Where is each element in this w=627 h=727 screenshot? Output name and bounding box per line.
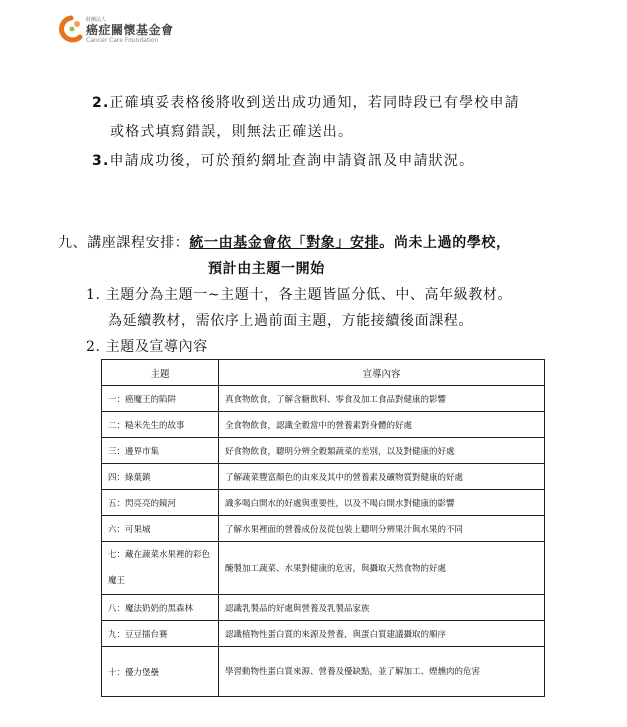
- org-small-label: 財團法人: [86, 17, 107, 23]
- org-name: 癌症關懷基金會: [86, 23, 174, 37]
- sub-1-line-2: 為延續教材，需依序上過前面主題，方能接續後面課程。: [108, 313, 473, 329]
- table-header-row: [102, 360, 545, 386]
- content-cell: 認識乳製品的好處與營養及乳製品家族: [219, 595, 545, 621]
- content-cell: 好食物飲食，聰明分辨全穀類蔬菜的差別，以及對健康的好處: [219, 438, 545, 464]
- topic-cell: 六：可果城: [102, 516, 219, 542]
- item-2-number: 2.: [92, 95, 110, 111]
- sub-2-line: [86, 336, 208, 356]
- content-cell: 全食物飲食，認識全穀當中的營養素對身體的好處: [219, 412, 545, 438]
- content-cell: 了解水果裡面的營養成份及從包裝上聰明分辨果汁與水果的不同: [219, 516, 545, 542]
- topic-cell: 五：閃亮亮的鏡河: [102, 490, 219, 516]
- table-row: [102, 516, 545, 542]
- content-cell: 學習動物性蛋白質來源、營養及優缺點，並了解加工、煙燻肉的危害: [219, 647, 545, 697]
- section-9-heading: [58, 232, 511, 252]
- table-row: [102, 386, 545, 412]
- content-cell: 了解蔬菜豐富顏色的由來及其中的營養素及礦物質對健康的好處: [219, 464, 545, 490]
- ccf-logo-icon: [58, 15, 84, 43]
- topic-cell: 十：優力堡壘: [102, 647, 219, 697]
- table-row: [102, 412, 545, 438]
- header-content: 宣導內容: [219, 360, 545, 386]
- section-9-line-2: 預計由主題一開始: [208, 261, 325, 277]
- item-3-text: 申請成功後，可於預約網址查詢申請資訊及申請狀況。: [109, 153, 475, 169]
- table-row: [102, 595, 545, 621]
- table-row: [102, 438, 545, 464]
- item-3-number: 3.: [92, 153, 110, 169]
- topic-cell: 一：癌魔王的陷阱: [102, 386, 219, 412]
- section-9-underlined: 統一由基金會依「對象」安排: [189, 235, 380, 251]
- content-cell: 真食物飲食，了解含糖飲料、零食及加工食品對健康的影響: [219, 386, 545, 412]
- header-topic: 主題: [102, 360, 219, 386]
- sub-1-number: 1.: [86, 287, 101, 303]
- content-cell: 認識植物性蛋白質的來源及營養，與蛋白質建議攝取的順序: [219, 621, 545, 647]
- table-row: [102, 621, 545, 647]
- content-cell: 識多喝白開水的好處與重要性，以及不喝白開水對健康的影響: [219, 490, 545, 516]
- item-3-line: [92, 150, 474, 170]
- topic-cell: 四：綠葉鎮: [102, 464, 219, 490]
- topics-table: [101, 359, 545, 697]
- sub-2-text: 主題及宣導內容: [105, 339, 208, 355]
- table-row: [102, 490, 545, 516]
- org-english-name: Cancer Care Foundation: [86, 37, 159, 44]
- section-9-rest: 。尚未上過的學校，: [379, 235, 511, 251]
- topic-cell: 八：魔法奶奶的黑森林: [102, 595, 219, 621]
- topic-cell: 七：藏在蔬菜水果裡的彩色魔王: [102, 542, 219, 595]
- topic-cell: 二：糙米先生的故事: [102, 412, 219, 438]
- item-2-text: 正確填妥表格後將收到送出成功通知，若同時段已有學校申請: [109, 95, 520, 111]
- topic-cell: 三：邊界市集: [102, 438, 219, 464]
- sub-2-number: 2.: [86, 339, 101, 355]
- item-2-line-1: [92, 92, 520, 112]
- table-row: [102, 647, 545, 697]
- sub-1-text: 主題分為主題一~主題十，各主題皆區分低、中、高年級教材。: [105, 287, 513, 303]
- sub-1-line-1: [86, 284, 512, 304]
- section-9-prefix: 九、講座課程安排：: [58, 235, 190, 251]
- table-row: [102, 464, 545, 490]
- item-2-line-2: 或格式填寫錯誤，則無法正確送出。: [110, 124, 354, 140]
- topic-cell: 九：豆豆擂台賽: [102, 621, 219, 647]
- content-cell: 醃製加工蔬菜、水果對健康的危害，與攝取天然食物的好處: [219, 542, 545, 595]
- table-row: [102, 542, 545, 595]
